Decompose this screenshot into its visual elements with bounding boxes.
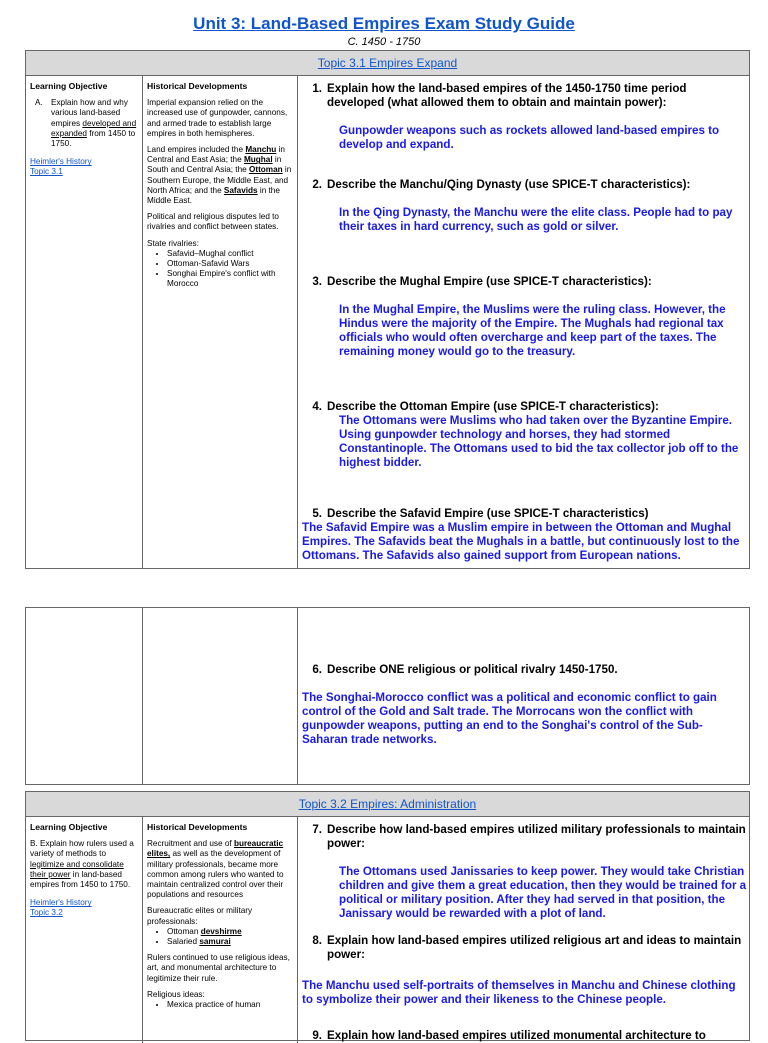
questions-cell: [298, 817, 749, 1043]
answer-8[interactable]: The Manchu used self-portraits of themselves in Manchu and Chinese clothing to symbolize their power and their likeness to the Chinese people.: [302, 979, 736, 1006]
hd-paragraph: Bureaucratic elites or military professionals:: [147, 906, 253, 926]
topic-3-2-header[interactable]: Topic 3.2 Empires: Administration: [26, 792, 749, 817]
learning-objective-b: B. Explain how rulers used a variety of methods to legitimize and consolidate their power in land-based empires from 1450 to 1750.: [30, 839, 134, 890]
empty-cell: [143, 608, 298, 784]
list-item: • Mexica practice of human: [167, 1000, 293, 1010]
learning-objective-header: Learning Objective: [30, 81, 108, 91]
topic-3-1-table: [25, 50, 750, 569]
answer-2[interactable]: In the Qing Dynasty, the Manchu were the elite class. People had to pay their taxes in hard currency, such as gold or silver.: [339, 206, 733, 233]
question-3: 3. Describe the Mughal Empire (use SPICE-T characteristics):: [312, 275, 652, 288]
topic-3-2-link[interactable]: Topic 3.2: [30, 908, 63, 918]
heimlers-history-link[interactable]: Heimler's History: [30, 898, 92, 908]
page-subtitle: C. 1450 - 1750: [347, 36, 421, 48]
heimlers-history-link[interactable]: Heimler's History: [30, 157, 92, 167]
list-item: • Songhai Empire's conflict with Morocco: [167, 269, 293, 289]
questions-cell: [298, 608, 749, 784]
question-1: 1. Explain how the land-based empires of the 1450-1750 time period developed (what allowed them to obtain and maintain power):: [312, 82, 687, 109]
empty-cell: [26, 608, 143, 784]
topic-3-1-continued-table: [25, 607, 750, 785]
list-item: • Ottoman-Safavid Wars: [167, 259, 293, 269]
learning-objective-header: Learning Objective: [30, 822, 108, 832]
hd-paragraph: State rivalries:: [147, 238, 199, 248]
topic-3-1-link[interactable]: Topic 3.1: [30, 167, 63, 177]
historical-developments-cell: [143, 817, 298, 1043]
hd-paragraph: Religious ideas:: [147, 989, 205, 999]
hd-paragraph: Land empires included the Manchu in Central and East Asia; the Mughal in South and Central Asia; the Ottoman in Southern Europe, the Middle East, and North Africa; and the Safavids in the Middle East.: [147, 145, 292, 206]
question-2: 2. Describe the Manchu/Qing Dynasty (use SPICE-T characteristics):: [312, 178, 691, 191]
learning-objective-cell: [26, 76, 143, 569]
religious-ideas-list: [157, 1000, 293, 1010]
question-8: 8. Explain how land-based empires utilized religious art and ideas to maintain power:: [312, 934, 742, 961]
topic-3-2-table: [25, 791, 750, 1041]
hd-paragraph: Recruitment and use of bureaucratic elites, as well as the development of military professionals, became more common among rulers who wanted to maintain centralized control over their populations and resources: [147, 839, 284, 900]
answer-6[interactable]: The Songhai-Morocco conflict was a political and economic conflict to gain control of the Gold and Salt trade. The Morrocans won the conflict with gunpowder weapons, putting an end to the Songhai's control of the Sub-Saharan trade networks.: [302, 691, 717, 746]
page-title[interactable]: Unit 3: Land-Based Empires Exam Study Guide: [193, 14, 575, 33]
questions-cell: [298, 76, 749, 569]
question-5: 5. Describe the Safavid Empire (use SPICE-T characteristics): [312, 507, 649, 520]
historical-developments-header: Historical Developments: [147, 81, 248, 91]
list-item: • Safavid–Mughal conflict: [167, 249, 293, 259]
state-rivalries-list: [157, 249, 293, 290]
historical-developments-header: Historical Developments: [147, 822, 248, 832]
learning-objective-a: A. Explain how and why various land-based empires developed and expanded from 1450 to 1750.: [35, 98, 137, 149]
answer-7[interactable]: The Ottomans used Janissaries to keep power. They would take Christian children and give them a great education, then they would be trained for a political or military position. After they had served in that position, the Janissary would be rewarded with a plot of land.: [339, 865, 747, 920]
topic-3-1-header[interactable]: Topic 3.1 Empires Expand: [26, 51, 749, 76]
list-item: • Salaried samurai: [167, 937, 293, 947]
hd-paragraph: Rulers continued to use religious ideas, art, and monumental architecture to legitimize their rule.: [147, 953, 290, 983]
question-6: 6. Describe ONE religious or political rivalry 1450-1750.: [312, 663, 618, 676]
question-4: 4. Describe the Ottoman Empire (use SPICE-T characteristics):: [312, 400, 659, 413]
learning-objective-cell: [26, 817, 143, 1043]
question-7: 7. Describe how land-based empires utilized military professionals to maintain power:: [312, 823, 746, 850]
historical-developments-cell: [143, 76, 298, 569]
answer-1[interactable]: Gunpowder weapons such as rockets allowed land-based empires to develop and expand.: [339, 124, 720, 151]
hd-paragraph: Political and religious disputes led to rivalries and conflict between states.: [147, 212, 279, 232]
bureaucratic-elites-list: [157, 927, 293, 947]
answer-4[interactable]: The Ottomans were Muslims who had taken over the Byzantine Empire. Using gunpowder technology and horses, they had stormed Constantinople. The Ottomans used to bid the tax collector job off to the highest bidder.: [339, 414, 739, 469]
answer-3[interactable]: In the Mughal Empire, the Muslims were the ruling class. However, the Hindus were the majority of the Empire. The Mughals had regional tax officials who would often overcharge and keep part of the taxes. The remaining money would go to the treasury.: [339, 303, 726, 358]
hd-paragraph: Imperial expansion relied on the increased use of gunpowder, cannons, and armed trade to establish large empires in both hemispheres.: [147, 98, 288, 138]
list-item: • Ottoman devshirme: [167, 927, 293, 937]
answer-5[interactable]: The Safavid Empire was a Muslim empire in between the Ottoman and Mughal Empires. The Safavids beat the Mughals in a battle, but continuously lost to the Ottomans. The Safavids also gained support from European nations.: [302, 521, 740, 562]
question-9: 9. Explain how land-based empires utilized monumental architecture to: [312, 1029, 706, 1042]
